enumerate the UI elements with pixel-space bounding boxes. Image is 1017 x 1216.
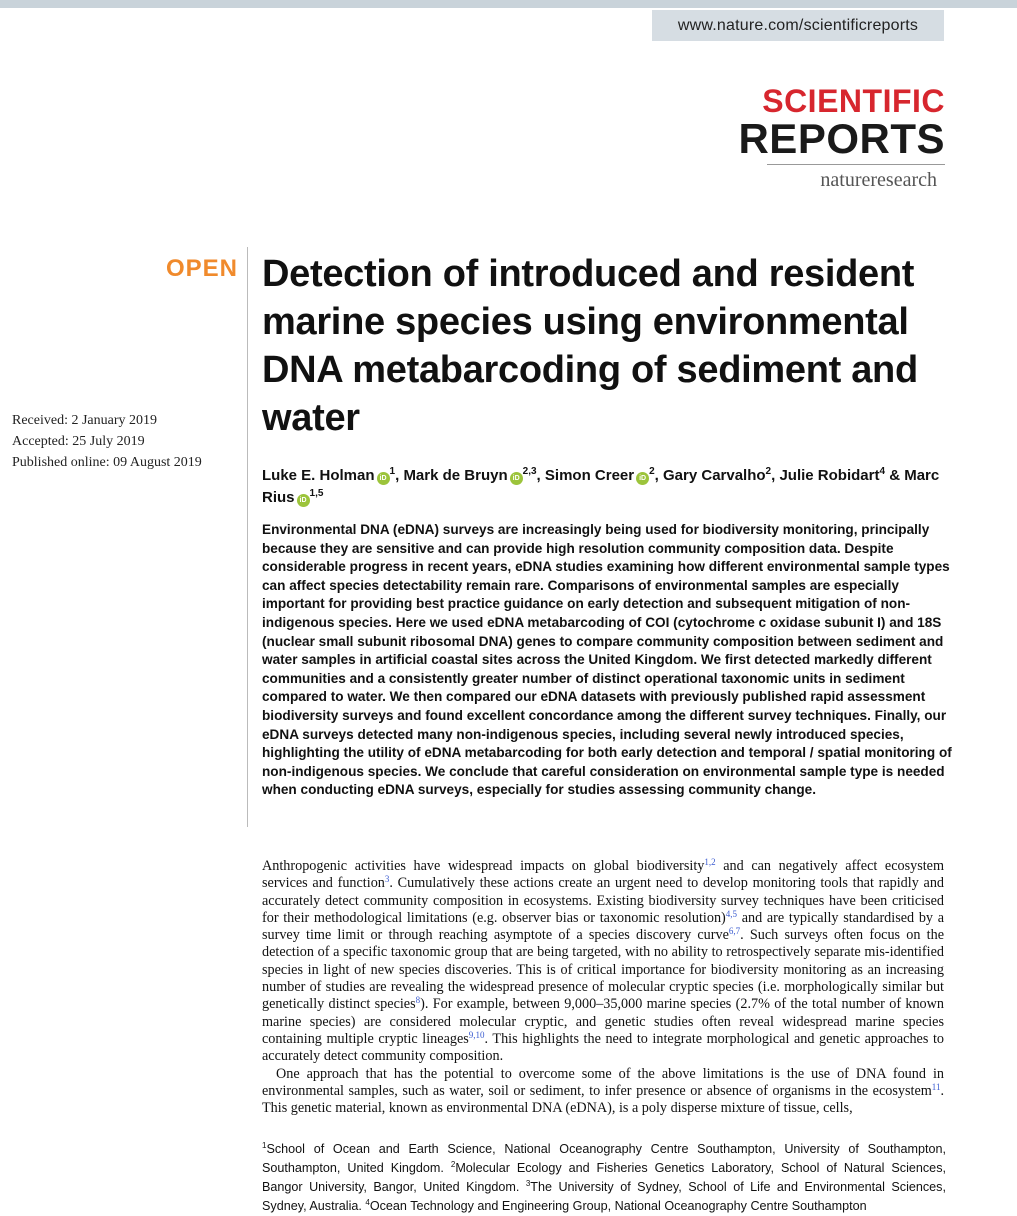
citation-link[interactable]: 9,10 xyxy=(468,1029,485,1040)
article-dates xyxy=(12,410,240,473)
article-title: Detection of introduced and resident marine species using environmental DNA metabarcoding of sediment and water xyxy=(262,253,918,439)
orcid-icon[interactable]: iD xyxy=(377,472,390,485)
logo-divider xyxy=(767,164,945,165)
accepted-date: Accepted: 25 July 2019 xyxy=(12,434,145,449)
citation-link[interactable]: 8 xyxy=(415,995,421,1006)
affiliation-number: 3 xyxy=(525,1179,531,1188)
citation-link[interactable]: 3 xyxy=(384,874,390,885)
orcid-icon[interactable]: iD xyxy=(510,472,523,485)
body-paragraph: One approach that has the potential to overcome some of the above limitations is the use of DNA found in environmental samples, such as water, soil or sediment, to infer presence or absence of organisms in the ecosystem$^{11}$. This genetic material, known as environmental DNA (eDNA), is a poly disperse mixture of tissue, cells, xyxy=(262,1065,944,1117)
orcid-icon[interactable]: iD xyxy=(636,472,649,485)
published-date: Published online: 09 August 2019 xyxy=(12,455,202,470)
citation-link[interactable]: 4,5 xyxy=(725,908,738,919)
author-name[interactable]: Mark de Bruyn xyxy=(403,467,508,484)
author-list: Luke E. Holman $iD^1$, Mark de Bruyn iD$^{2,3}$, Simon Creer $iD^2$, Gary Carvalho$^2$, Julie Robidart$^4$ & Marc Rius iD$^{1,5}$ xyxy=(262,466,940,506)
author-name[interactable]: Julie Robidart xyxy=(779,467,880,484)
affiliation-number: 4 xyxy=(365,1198,370,1207)
author-affiliation: 2,3 xyxy=(522,466,537,477)
body-paragraph: Anthropogenic activities have widespread impacts on global biodiversity$^{1,2}$ and can negatively affect ecosystem services and function$^3$. Cumulatively these actions create an urgent need to develop monitoring tools that rapidly and accurately detect community composition in ecosystems. Existing biodiversity survey techniques have been criticised for their methodological limitations (e.g. observer bias or taxonomic resolution)$^{4,5}$ and are typically standardised by a survey time limit or through reaching asymptote of a species discovery curve$^{6,7}$. Such surveys often focus on the detection of a specific taxonomic group that are being targeted, with no ability to retrospectively separate mis-identified species in light of new species discoveries. This is of critical importance for biodiversity monitoring as an increasing number of studies are revealing the widespread presence of molecular cryptic species (i.e. morphologically similar but genetically distinct species$^8$). For example, between 9,000–35,000 marine species (2.7% of the total number of known marine species) are considered molecular cryptic, and genetic studies often reveal widespread marine species containing multiple cryptic lineages$^{9,10}$. This highlights the need to integrate morphological and genetic approaches to accurately detect community composition. xyxy=(262,857,945,1065)
orcid-icon[interactable]: iD xyxy=(297,494,310,507)
author-name[interactable]: Simon Creer xyxy=(544,467,635,484)
author-affiliation: 4 xyxy=(879,466,886,477)
author-affiliation: 1 xyxy=(389,466,396,477)
logo-line-2: REPORTS xyxy=(738,115,945,162)
author-affiliation: 1,5 xyxy=(309,488,324,499)
author-name[interactable]: Luke E. Holman xyxy=(262,467,375,484)
top-bar xyxy=(0,0,1017,8)
open-access-label: OPEN xyxy=(165,255,238,282)
author-affiliation: 2 xyxy=(649,466,655,477)
author-affiliation: 2 xyxy=(765,466,772,477)
logo-line-1: SCIENTIFIC xyxy=(762,83,945,119)
journal-url[interactable]: www.nature.com/scientificreports xyxy=(652,10,944,41)
publisher-name: natureresearch xyxy=(820,169,937,191)
vertical-divider xyxy=(247,247,248,827)
body-text xyxy=(262,858,944,1117)
citation-link[interactable]: 11 xyxy=(931,1081,941,1092)
author-name[interactable]: Marc Rius xyxy=(262,467,940,506)
received-date: Received: 2 January 2019 xyxy=(12,413,158,428)
abstract: Environmental DNA (eDNA) surveys are increasingly being used for biodiversity monitoring, principally because they are sensitive and can provide high resolution community composition data. Despite considerable progress in recent years, eDNA studies examining how different environmental sample types can affect species detectability remain rare. Comparisons of environmental samples are especially important for providing best practice guidance on early detection and subsequent mitigation of non-indigenous species. Here we used eDNA metabarcoding of COI (cytochrome c oxidase subunit I) and 18S (nuclear small subunit ribosomal DNA) genes to compare community composition between sediment and water samples in artificial coastal sites across the United Kingdom. We first detected markedly different communities and a consistently greater number of distinct operational taxonomic units in sediment compared to water. We then compared our eDNA datasets with previously published rapid assessment biodiversity surveys and found excellent concordance among the different survey techniques. Finally, our eDNA surveys detected many non-indigenous species, including several newly introduced species, highlighting the utility of eDNA metabarcoding for both early detection and temporal / spatial monitoring of non-indigenous species. We conclude that careful consideration on environmental sample type is needed when conducting eDNA surveys, especially for studies assessing community change. xyxy=(262,522,952,798)
affiliation-number: 1 xyxy=(262,1141,267,1150)
author-name[interactable]: Gary Carvalho xyxy=(663,467,766,484)
affiliation-number: 2 xyxy=(450,1160,456,1169)
journal-logo xyxy=(615,84,945,191)
citation-link[interactable]: 1,2 xyxy=(704,857,716,867)
citation-link[interactable]: 6,7 xyxy=(728,926,741,937)
affiliations-footnote: $^1$School of Ocean and Earth Science, National Oceanography Centre Southampton, University of Southampton, Southampton, United Kingdom. $^2$Molecular Ecology and Fisheries Genetics Laboratory, School of Natural Sciences, Bangor University, Bangor, United Kingdom. $^3$The University of Sydney, School of Life and Environmental Sciences, Sydney, Australia. $^4$Ocean Technology and Engineering Group, National Oceanography Centre Southampton xyxy=(262,1141,946,1213)
